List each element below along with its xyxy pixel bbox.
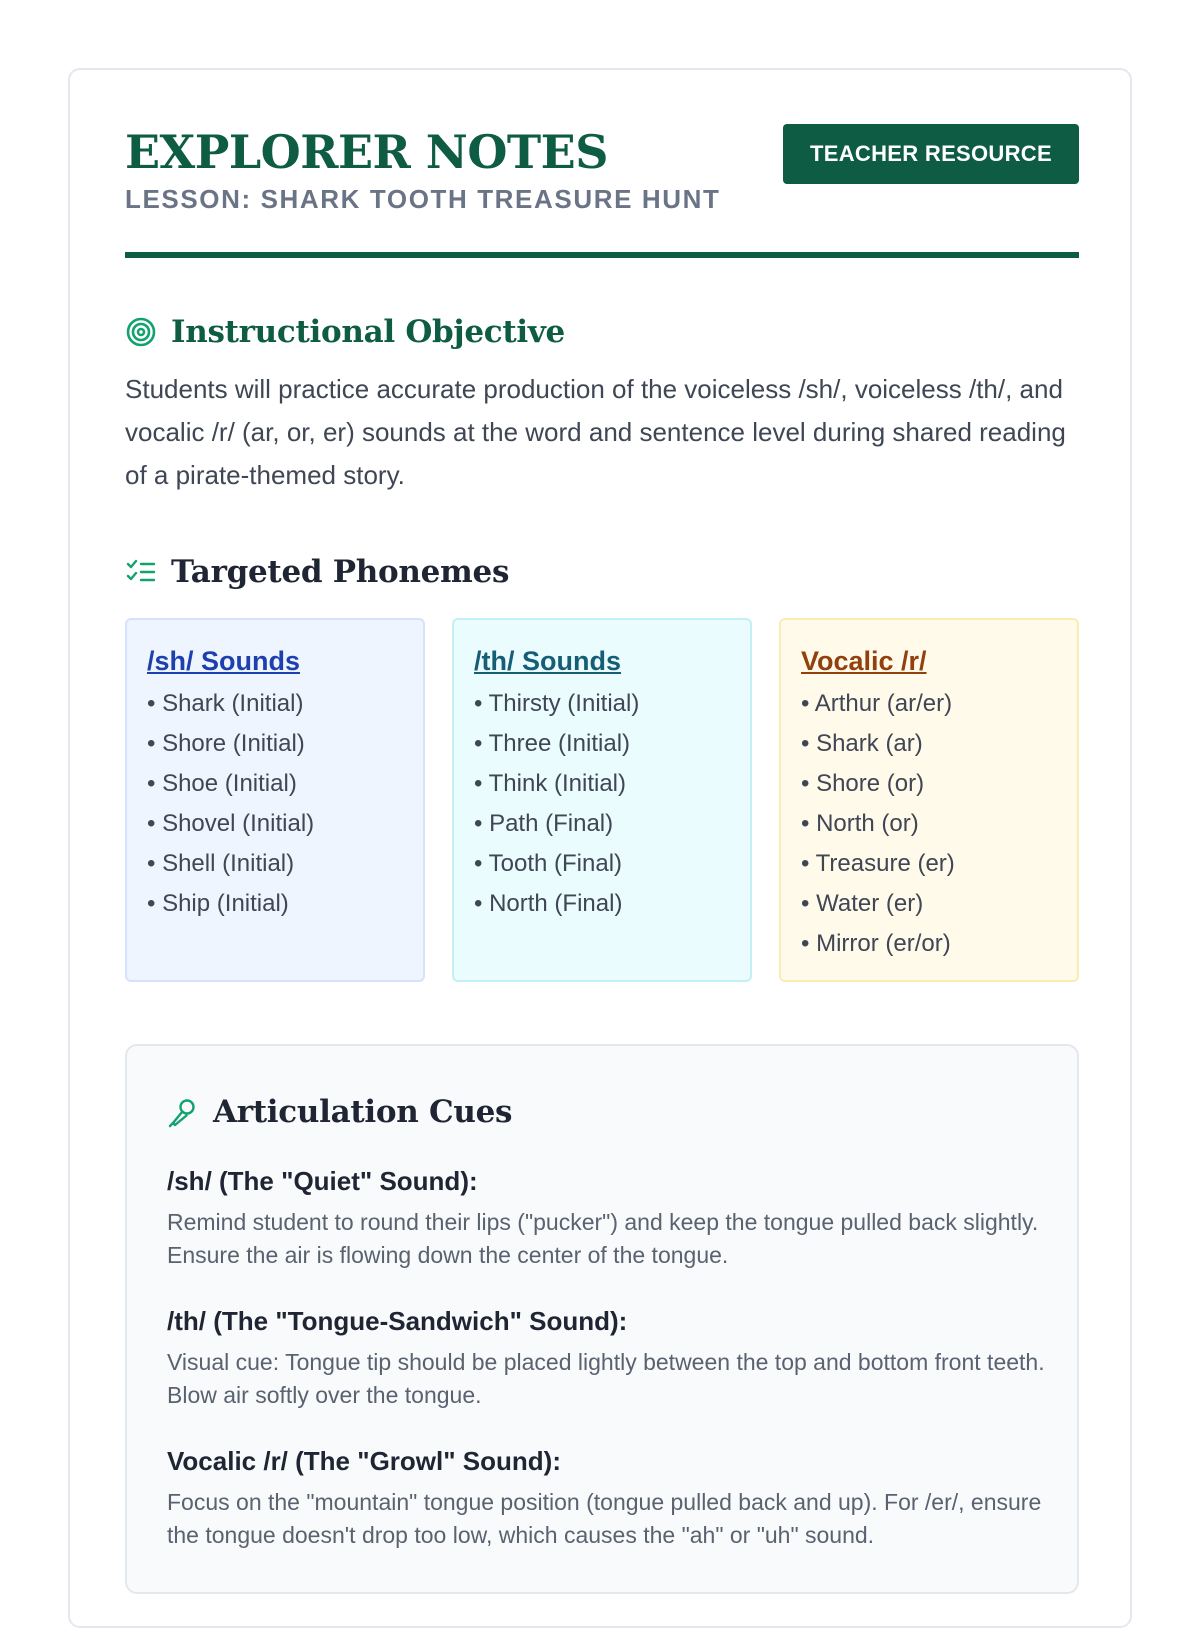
phoneme-group-title: /th/ Sounds [474, 646, 621, 676]
phonemes-heading [125, 554, 509, 590]
objective-text: Students will practice accurate production of the voiceless /sh/, voiceless /th/, and vocalic /r/ (ar, or, er) sounds at the word and sentence level during shared reading of a pirate-themed story. [125, 374, 1066, 490]
microphone-icon [167, 1096, 199, 1128]
list-item: • Arthur (ar/er) [801, 684, 1057, 724]
list-item: • Shell (Initial) [147, 844, 403, 884]
phoneme-word-list [801, 684, 1057, 964]
list-item: • Shark (Initial) [147, 684, 403, 724]
list-item: • Shoe (Initial) [147, 764, 403, 804]
list-item: • Path (Final) [474, 804, 730, 844]
cues-title: Articulation Cues [213, 1094, 513, 1130]
cue-description: Focus on the "mountain" tongue position (tongue pulled back and up). For /er/, ensure the tongue doesn't drop too low, which causes the "ah" or "uh" sound. [167, 1489, 1042, 1548]
objective-title: Instructional Objective [171, 314, 565, 350]
phoneme-group-th [452, 618, 752, 982]
objective-heading [125, 314, 565, 350]
cue-th [167, 1304, 1047, 1412]
teacher-resource-badge: TEACHER RESOURCE [783, 124, 1079, 184]
list-item: • Shore (or) [801, 764, 1057, 804]
target-icon [125, 316, 157, 348]
phoneme-word-list [147, 684, 403, 924]
list-item: • Shovel (Initial) [147, 804, 403, 844]
phoneme-group-sh [125, 618, 425, 982]
phonemes-title: Targeted Phonemes [171, 554, 510, 590]
articulation-cues-panel [125, 1044, 1079, 1594]
cue-label: Vocalic /r/ (The "Growl" Sound): [167, 1446, 561, 1476]
list-item: • Mirror (er/or) [801, 924, 1057, 964]
list-item: • Think (Initial) [474, 764, 730, 804]
phoneme-group-title: Vocalic /r/ [801, 646, 927, 676]
list-item: • Tooth (Final) [474, 844, 730, 884]
lesson-subtitle: LESSON: SHARK TOOTH TREASURE HUNT [125, 184, 721, 214]
cue-vocalic-r [167, 1444, 1047, 1552]
list-item: • Three (Initial) [474, 724, 730, 764]
list-item: • Thirsty (Initial) [474, 684, 730, 724]
header [125, 124, 1079, 216]
list-item: • Treasure (er) [801, 844, 1057, 884]
cue-label: /sh/ (The "Quiet" Sound): [167, 1166, 478, 1196]
explorer-notes-card [68, 68, 1132, 1628]
list-item: • Ship (Initial) [147, 884, 403, 924]
cues-heading [167, 1094, 512, 1130]
header-divider [125, 252, 1079, 258]
page-title: EXPLORER NOTES [125, 125, 608, 179]
cue-description: Visual cue: Tongue tip should be placed lightly between the top and bottom front teeth. Blow air softly over the tongue. [167, 1349, 1045, 1408]
cue-label: /th/ (The "Tongue-Sandwich" Sound): [167, 1306, 628, 1336]
cue-sh [167, 1164, 1047, 1272]
list-item: • Water (er) [801, 884, 1057, 924]
cue-description: Remind student to round their lips ("pucker") and keep the tongue pulled back slightly. Ensure the air is flowing down the center of the tongue. [167, 1209, 1039, 1268]
phoneme-group-vocalic-r [779, 618, 1079, 982]
list-item: • Shore (Initial) [147, 724, 403, 764]
list-item: • North (Final) [474, 884, 730, 924]
phoneme-group-title: /sh/ Sounds [147, 646, 301, 676]
list-item: • Shark (ar) [801, 724, 1057, 764]
checklist-icon [125, 556, 157, 588]
phoneme-word-list [474, 684, 730, 924]
list-item: • North (or) [801, 804, 1057, 844]
